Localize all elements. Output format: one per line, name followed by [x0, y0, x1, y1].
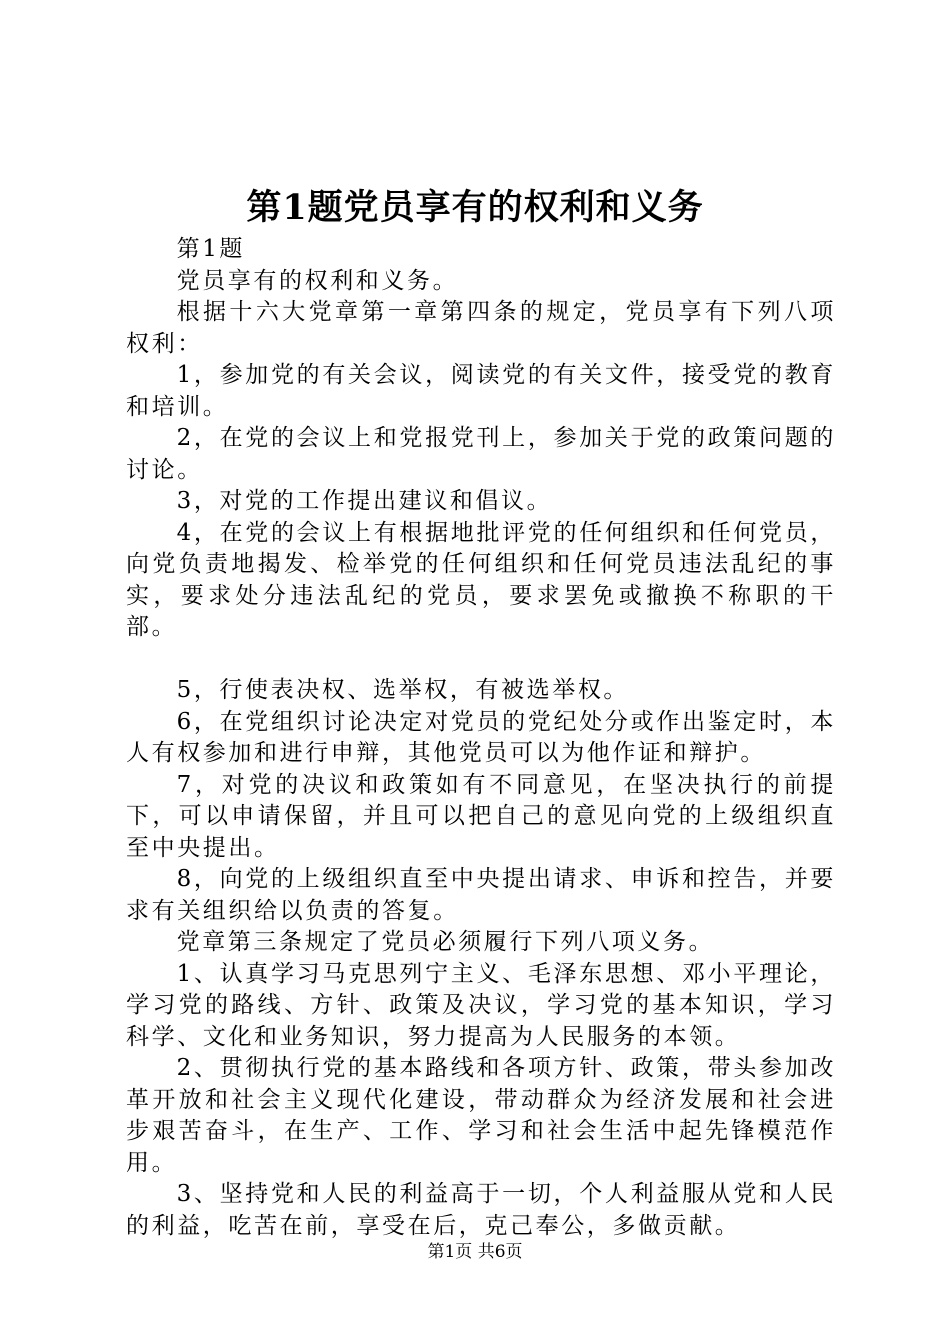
- page-footer: 第1页 共6页: [427, 1242, 523, 1262]
- paragraph-right-7: 7，对党的决议和政策如有不同意见，在坚决执行的前提下，可以申请保留，并且可以把自己的意见向党的上级组织直至中央提出。: [126, 771, 836, 861]
- paragraph-right-2: 2，在党的会议上和党报党刊上，参加关于党的政策问题的讨论。: [126, 425, 836, 483]
- paragraph-right-5: 5，行使表决权、选举权，有被选举权。: [176, 677, 630, 703]
- paragraph-question-topic: 党员享有的权利和义务。: [176, 267, 459, 294]
- paragraph-right-8: 8，向党的上级组织直至中央提出请求、申诉和控告，并要求有关组织给以负责的答复。: [126, 866, 836, 924]
- paragraph-right-3: 3，对党的工作提出建议和倡议。: [176, 488, 553, 514]
- document-body: [126, 234, 836, 1242]
- paragraph-question-number: 第1题: [176, 236, 246, 262]
- paragraph-duties-intro: 党章第三条规定了党员必须履行下列八项义务。: [176, 929, 715, 955]
- paragraph-rights-intro: 根据十六大党章第一章第四条的规定，党员享有下列八项权利：: [126, 299, 836, 357]
- paragraph-duty-2: 2、贯彻执行党的基本路线和各项方针、政策，带头参加改革开放和社会主义现代化建设，带动群众为经济发展和社会进步艰苦奋斗，在生产、工作、学习和社会生活中起先锋模范作用。: [126, 1055, 836, 1176]
- paragraph-right-6: 6，在党组织讨论决定对党员的党纪处分或作出鉴定时，本人有权参加和进行申辩，其他党员可以为他作证和辩护。: [126, 708, 836, 766]
- paragraph-right-4: 4，在党的会议上有根据地批评党的任何组织和任何党员，向党负责地揭发、检举党的任何组织和任何党员违法乱纪的事实，要求处分违法乱纪的党员，要求罢免或撤换不称职的干部。: [126, 519, 836, 640]
- paragraph-right-1: 1，参加党的有关会议，阅读党的有关文件，接受党的教育和培训。: [126, 362, 836, 420]
- paragraph-duty-3: 3、坚持党和人民的利益高于一切，个人利益服从党和人民的利益，吃苦在前，享受在后，克己奉公，多做贡献。: [126, 1181, 836, 1239]
- paragraph-duty-1: 1、认真学习马克思列宁主义、毛泽东思想、邓小平理论，学习党的路线、方针、政策及决议，学习党的基本知识，学习科学、文化和业务知识，努力提高为人民服务的本领。: [126, 960, 836, 1050]
- document-title: 第1题党员享有的权利和义务: [246, 187, 704, 228]
